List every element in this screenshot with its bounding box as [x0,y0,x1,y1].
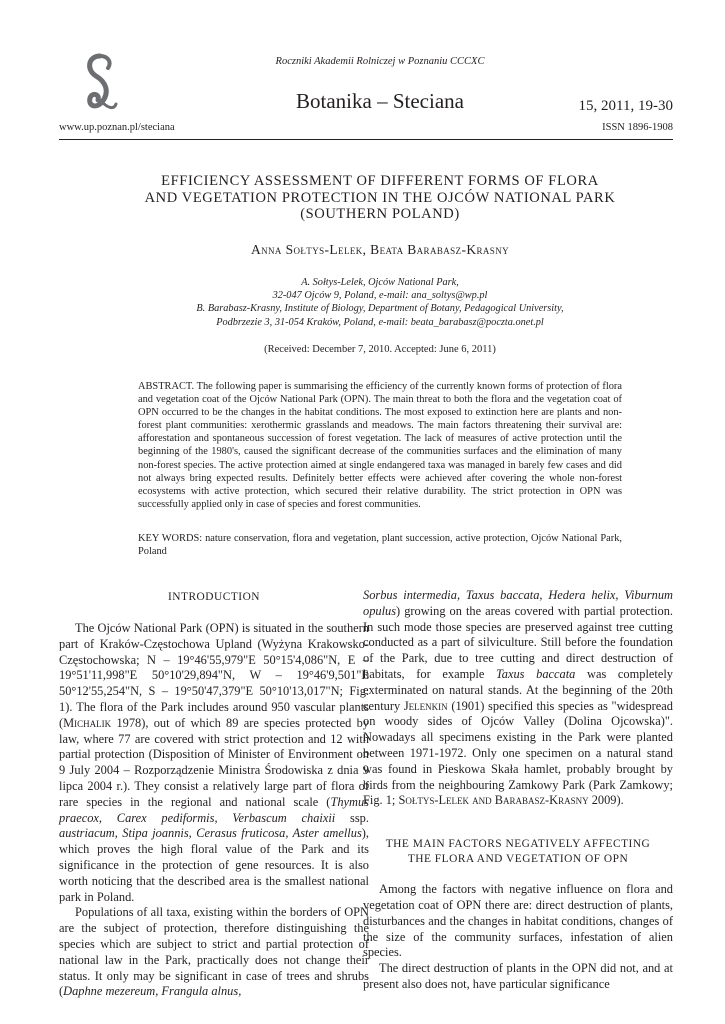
paragraph: The Ojców National Park (OPN) is situated in the southern part of Kraków-Częstochowa Upland (Wyżyna Krakowsko-Częstochowska; N – 19°46'55,979"E 50°15'4,086"N, E – 19°51'11,998"E 50°10'29,894"N, W – 19°46'9,501"E 50°12'55,254"N, S – 19°50'47,379"E 50°10'13,017"N; Fig. 1). The flora of the Park includes around 950 vascular plants (Michalik 1978), out of which 89 are species protected by law, where 77 are covered with strict protection and 12 with partial protection (Disposition of Minister of Environment on 9 July 2004 – Rozporządzenie Ministra Środowiska z dnia 9 lipca 2004 r.). They consist a relatively large part of flora of rare species in the regional and national scale (Thymus praecox, Carex pediformis, Verbascum chaixii ssp. austriacum, Stipa joannis, Cerasus fruticosa, Aster amellus), which proves the high floral value of the Park and its significance in the protection of gene resources. It is also worth noticing that the described area is the smallest national park in Poland. [59,621,369,904]
abstract: ABSTRACT. The following paper is summarising the efficiency of the currently known forms of protection of flora and vegetation coat of the Ojców National Park (OPN). The main threat to both the flora and the vegetation coat of OPN occurred to be the changes in the habitat conditions. The most exposed to extinction here are plants and non-forest plant communities: xerothermic grasslands and meadows. The main factors threatening their survival are: afforestation and spontaneous succession of forest vegetation. The lack of measures of active protection until the beginning of the 1980's, caused the significant decrease of the communities surfaces and the elimination of many non-forest species. The active protection aimed at single endangered taxa was managed in barely few cases and did not always bring expected results. Definitely better effects were achieved after covering the whole non-forest ecosystems with active protection, which secured their relative durability. The strict protection in OPN was successfully applied only in case of species and forest communities. [138,381,622,510]
affiliation-line: B. Barabasz-Krasny, Institute of Biology, Department of Botany, Pedagogical University, [196,303,564,315]
paragraph: Sorbus intermedia, Taxus baccata, Hedera helix, Viburnum opulus) growing on the areas covered with partial protection. In such mode those species are preserved against tree cutting conducted as a part of silviculture. Still before the foundation of the Park, due to tree cutting and direct destruction of habitats, for example Taxus baccata was completely exterminated on natural stands. At the beginning of the 20th century Jelenkin (1901) specified this species as "widespread on woody sides of Ojców Valley (Dolina Ojcowska)". Nowadays all specimens existing in the Park were planted between 1971-1972. Only one specimen on a natural stand was found in Pieskowa Skała hamlet, probably brought by birds from the neighbouring Zamkowy Park (Park Zamkowy; Fig. 1; Sołtys-Lelek and Barabasz-Krasny 2009). [363,588,673,808]
affiliation-line: Podbrzezie 3, 31-054 Kraków, Poland, e-mail: beata_barabasz@poczta.onet.pl [216,316,544,328]
authors: Anna Sołtys-Lelek, Beata Barabasz-Krasny [250,242,510,257]
affiliation-line: 32-047 Ojców 9, Poland, e-mail: ana_soltys@wp.pl [272,290,488,302]
citation: Michalik [63,715,112,730]
journal-logo [80,52,120,114]
citation: Jelenkin [403,698,448,713]
paragraph: Populations of all taxa, existing within the borders of OPN are the subject of protection, therefore distinguishing the species which are subject to strict and partial protection of national law in the Park, practically does not change their status. It only may be significant in case of trees and shrubs (Daphne mezereum, Frangula alnus, [59,905,369,999]
paragraph: Among the factors with negative influence on flora and vegetation coat of OPN there are: direct destruction of plants, disturbances and the changes in habitat conditions, changes of the size of the community surfaces, infestation of alien species. [363,882,673,960]
heading-line: THE MAIN FACTORS NEGATIVELY AFFECTING [385,838,651,851]
title-line: AND VEGETATION PROTECTION IN THE OJCÓW NATIONAL PARK [144,189,616,206]
heading-line: THE FLORA AND VEGETATION OF OPN [407,853,629,866]
issn: ISSN 1896-1908 [602,122,673,133]
header-divider [59,139,673,140]
section-heading-main-factors [363,837,673,867]
article-title [80,173,680,223]
species-names: Thymus praecox, Carex pediformis, Verbascum chaixii [59,794,369,825]
journal-url[interactable]: www.up.poznan.pl/steciana [59,122,175,133]
paragraph: The direct destruction of plants in the OPN did not, and at present also does not, have particular significance [363,961,673,991]
volume-info: 15, 2011, 19-30 [578,98,673,114]
left-column [59,590,369,1000]
citation: Sołtys-Lelek and Barabasz-Krasny [398,793,589,808]
keywords: KEY WORDS: nature conservation, flora and vegetation, plant succession, active protection, Ojców National Park, Poland [138,533,622,558]
title-line: (SOUTHERN POLAND) [300,206,460,222]
species-names: Taxus baccata [496,666,576,681]
affiliation-line: A. Sołtys-Lelek, Ojców National Park, [301,277,459,288]
title-line: EFFICIENCY ASSESSMENT OF DIFFERENT FORMS OF FLORA [161,173,599,189]
section-heading-introduction: INTRODUCTION [167,591,261,603]
species-names: Daphne mezereum, Frangula alnus, [63,984,242,999]
right-column [363,588,673,993]
series-title: Botanika – Steciana [296,89,464,113]
affiliations [60,276,700,329]
species-names: Sorbus intermedia, Taxus baccata, Hedera helix, Viburnum opulus [363,588,673,618]
received-dates: (Received: December 7, 2010. Accepted: June 6, 2011) [264,344,496,355]
species-names: austriacum, Stipa joannis, Cerasus fruticosa, Aster amellus [59,826,362,841]
journal-name: Roczniki Akademii Rolniczej w Poznaniu CCCXC [275,56,485,67]
